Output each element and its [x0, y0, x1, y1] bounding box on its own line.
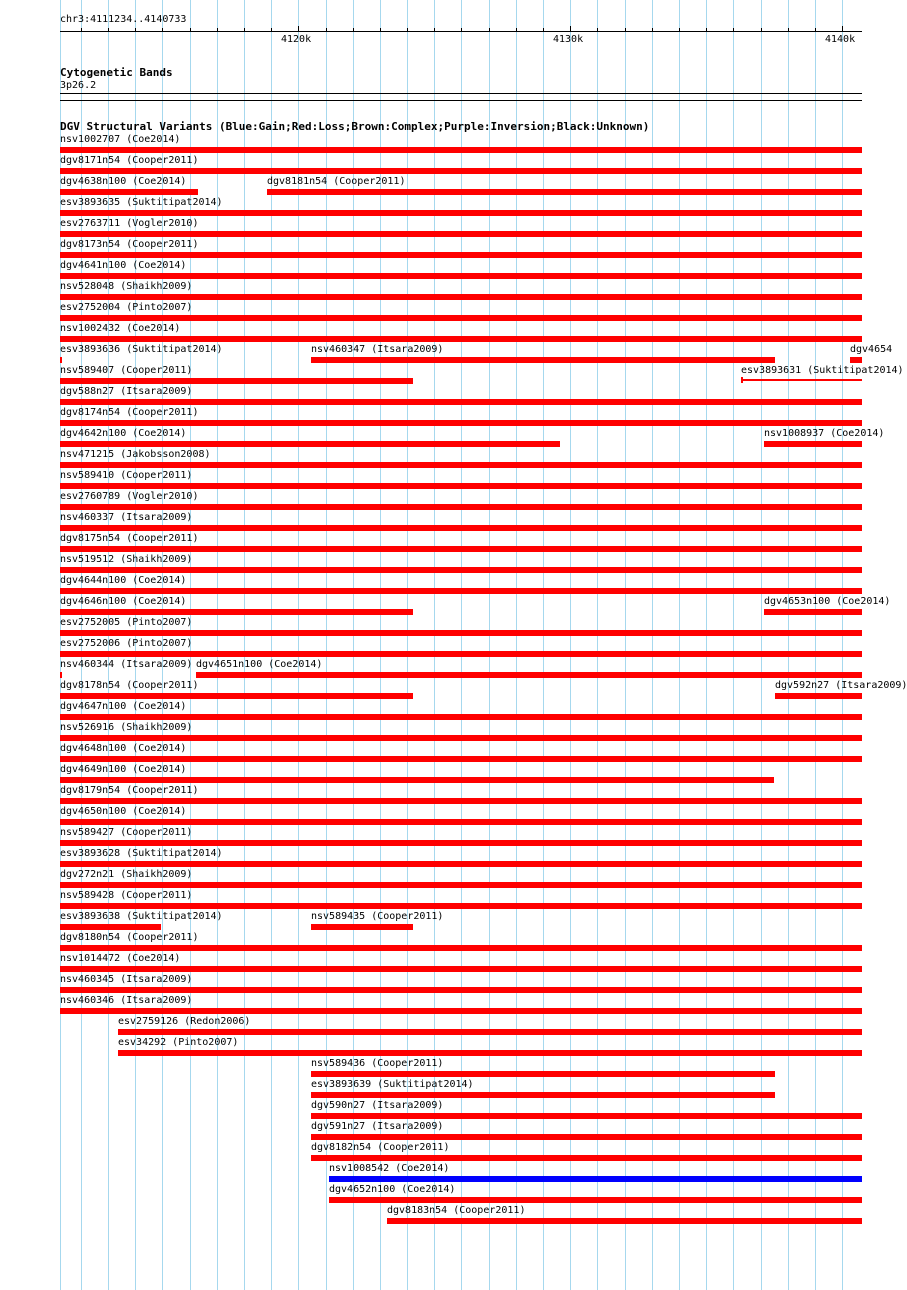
- variant-label[interactable]: esv2763711 (Vogler2010): [60, 218, 199, 229]
- variant-bar[interactable]: [60, 189, 198, 195]
- variant-label[interactable]: dgv8174n54 (Cooper2011): [60, 407, 199, 418]
- ruler-minor-tick: [326, 28, 327, 32]
- variant-label[interactable]: esv2752006 (Pinto2007): [60, 638, 193, 649]
- ruler-minor-tick: [788, 28, 789, 32]
- variant-label[interactable]: dgv590n27 (Itsara2009): [311, 1100, 444, 1111]
- variant-bar[interactable]: [387, 1218, 862, 1224]
- ruler-major-tick: [298, 26, 299, 32]
- variant-bar[interactable]: [60, 1008, 862, 1014]
- variant-label[interactable]: dgv8171n54 (Cooper2011): [60, 155, 199, 166]
- variant-bar[interactable]: [267, 189, 862, 195]
- variant-label[interactable]: dgv8180n54 (Cooper2011): [60, 932, 199, 943]
- ruler-minor-tick: [652, 28, 653, 32]
- variant-label[interactable]: esv3893636 (Suktitipat2014): [60, 344, 223, 355]
- variant-label[interactable]: nsv1008542 (Coe2014): [329, 1163, 450, 1174]
- variant-label[interactable]: esv34292 (Pinto2007): [118, 1037, 239, 1048]
- variant-label[interactable]: dgv4642n100 (Coe2014): [60, 428, 187, 439]
- variant-bar[interactable]: [60, 462, 862, 468]
- variant-label[interactable]: nsv589410 (Cooper2011): [60, 470, 193, 481]
- ruler-minor-tick: [108, 28, 109, 32]
- ruler-minor-tick: [706, 28, 707, 32]
- location-label: chr3:4111234..4140733: [60, 14, 187, 25]
- variant-bar[interactable]: [60, 252, 862, 258]
- variant-label[interactable]: dgv4652n100 (Coe2014): [329, 1184, 456, 1195]
- ruler-minor-tick: [761, 28, 762, 32]
- variant-bar[interactable]: [764, 441, 862, 447]
- variant-label[interactable]: nsv1008937 (Coe2014): [764, 428, 885, 439]
- variant-bar[interactable]: [60, 399, 862, 405]
- variant-bar[interactable]: [60, 420, 862, 426]
- variant-bar[interactable]: [60, 294, 862, 300]
- variant-label[interactable]: dgv588n27 (Itsara2009): [60, 386, 193, 397]
- variant-bar[interactable]: [60, 861, 862, 867]
- ruler-minor-tick: [162, 28, 163, 32]
- variant-bar[interactable]: [60, 315, 862, 321]
- variant-label[interactable]: esv3893638 (Suktitipat2014): [60, 911, 223, 922]
- ruler-tick-label: 4120k: [281, 34, 312, 45]
- variant-bar[interactable]: [60, 882, 862, 888]
- variant-label[interactable]: dgv4644n100 (Coe2014): [60, 575, 187, 586]
- ruler-major-tick: [842, 26, 843, 32]
- variant-bar[interactable]: [60, 567, 862, 573]
- dgv-track-title[interactable]: DGV Structural Variants (Blue:Gain;Red:Loss;Brown:Complex;Purple:Inversion;Black:Unknown): [60, 120, 650, 133]
- variant-label[interactable]: nsv460347 (Itsara2009): [311, 344, 444, 355]
- variant-bar[interactable]: [60, 840, 862, 846]
- variant-label[interactable]: nsv589427 (Cooper2011): [60, 827, 193, 838]
- variant-bar[interactable]: [60, 336, 862, 342]
- ruler-minor-tick: [597, 28, 598, 32]
- variant-label[interactable]: dgv4638n100 (Coe2014): [60, 176, 187, 187]
- variant-label[interactable]: nsv519512 (Shaikh2009): [60, 554, 193, 565]
- ruler-minor-tick: [489, 28, 490, 32]
- variant-bar[interactable]: [60, 819, 862, 825]
- variant-bar[interactable]: [60, 903, 862, 909]
- variant-bar[interactable]: [118, 1050, 862, 1056]
- variant-bar[interactable]: [60, 210, 862, 216]
- variant-bar[interactable]: [60, 504, 862, 510]
- variant-label[interactable]: esv2759126 (Redon2006): [118, 1016, 251, 1027]
- ruler-minor-tick: [353, 28, 354, 32]
- variant-label[interactable]: nsv460344 (Itsara2009): [60, 659, 193, 670]
- variant-label[interactable]: esv3893639 (Suktitipat2014): [311, 1079, 474, 1090]
- variant-label[interactable]: dgv8175n54 (Cooper2011): [60, 533, 199, 544]
- variant-bar[interactable]: [60, 777, 774, 783]
- variant-bar[interactable]: [60, 651, 862, 657]
- variant-bar[interactable]: [60, 630, 862, 636]
- ruler-tick-label: 4140k: [825, 34, 856, 45]
- variant-bar[interactable]: [60, 609, 413, 615]
- cytoband-track-title[interactable]: Cytogenetic Bands: [60, 66, 173, 79]
- variant-label[interactable]: dgv8178n54 (Cooper2011): [60, 680, 199, 691]
- variant-bar[interactable]: [60, 693, 413, 699]
- variant-bar[interactable]: [60, 546, 862, 552]
- ruler-minor-tick: [135, 28, 136, 32]
- variant-label[interactable]: dgv592n27 (Itsara2009): [775, 680, 907, 691]
- variant-bar[interactable]: [311, 1071, 775, 1077]
- ruler-minor-tick: [543, 28, 544, 32]
- variant-bar[interactable]: [311, 357, 775, 363]
- variant-bar[interactable]: [329, 1176, 862, 1182]
- variant-label[interactable]: dgv4654: [850, 344, 893, 355]
- variant-bar[interactable]: [329, 1197, 862, 1203]
- variant-bar[interactable]: [60, 945, 862, 951]
- variant-bar[interactable]: [60, 147, 862, 153]
- variant-bar[interactable]: [60, 168, 862, 174]
- variant-bar[interactable]: [311, 1092, 775, 1098]
- variant-label[interactable]: dgv8173n54 (Cooper2011): [60, 239, 199, 250]
- variant-label[interactable]: dgv4651n100 (Coe2014): [196, 659, 323, 670]
- variant-bar[interactable]: [60, 987, 862, 993]
- variant-label[interactable]: dgv591n27 (Itsara2009): [311, 1121, 444, 1132]
- ruler-minor-tick: [815, 28, 816, 32]
- cytoband-bar-top: [60, 93, 862, 94]
- variant-label[interactable]: nsv471215 (Jakobsson2008): [60, 449, 211, 460]
- variant-label[interactable]: dgv4650n100 (Coe2014): [60, 806, 187, 817]
- ruler-minor-tick: [733, 28, 734, 32]
- ruler-minor-tick: [271, 28, 272, 32]
- variant-label[interactable]: nsv589435 (Cooper2011): [311, 911, 444, 922]
- ruler-minor-tick: [516, 28, 517, 32]
- ruler-minor-tick: [190, 28, 191, 32]
- variant-bar[interactable]: [60, 714, 862, 720]
- variant-bar-cap: [741, 377, 743, 383]
- variant-bar[interactable]: [311, 924, 413, 930]
- grid-line: [244, 0, 245, 1290]
- variant-label[interactable]: dgv8181n54 (Cooper2011): [267, 176, 406, 187]
- variant-bar[interactable]: [311, 1113, 862, 1119]
- variant-label[interactable]: dgv272n21 (Shaikh2009): [60, 869, 193, 880]
- ruler-major-tick: [570, 26, 571, 32]
- variant-label[interactable]: nsv460345 (Itsara2009): [60, 974, 193, 985]
- variant-bar[interactable]: [60, 378, 413, 384]
- variant-bar[interactable]: [60, 441, 560, 447]
- cytoband-label: 3p26.2: [60, 80, 97, 91]
- grid-line: [217, 0, 218, 1290]
- variant-bar[interactable]: [60, 756, 862, 762]
- ruler-tick-label: 4130k: [553, 34, 584, 45]
- variant-label[interactable]: nsv460346 (Itsara2009): [60, 995, 193, 1006]
- variant-label[interactable]: dgv4647n100 (Coe2014): [60, 701, 187, 712]
- variant-bar[interactable]: [60, 966, 862, 972]
- variant-label[interactable]: nsv589436 (Cooper2011): [311, 1058, 444, 1069]
- ruler-minor-tick: [380, 28, 381, 32]
- ruler-minor-tick: [81, 28, 82, 32]
- ruler-minor-tick: [407, 28, 408, 32]
- variant-bar[interactable]: [60, 798, 862, 804]
- variant-label[interactable]: nsv589407 (Cooper2011): [60, 365, 193, 376]
- variant-label[interactable]: dgv4653n100 (Coe2014): [764, 596, 891, 607]
- variant-label[interactable]: nsv589428 (Cooper2011): [60, 890, 193, 901]
- ruler-minor-tick: [434, 28, 435, 32]
- variant-bar[interactable]: [311, 1155, 862, 1161]
- variant-label[interactable]: dgv4646n100 (Coe2014): [60, 596, 187, 607]
- variant-bar[interactable]: [196, 672, 862, 678]
- variant-bar[interactable]: [60, 483, 862, 489]
- ruler-minor-tick: [679, 28, 680, 32]
- variant-label[interactable]: dgv4648n100 (Coe2014): [60, 743, 187, 754]
- cytoband-bar-bottom: [60, 100, 862, 101]
- variant-label[interactable]: esv3893628 (Suktitipat2014): [60, 848, 223, 859]
- variant-bar[interactable]: [60, 735, 862, 741]
- variant-label[interactable]: dgv4641n100 (Coe2014): [60, 260, 187, 271]
- variant-bar[interactable]: [60, 672, 62, 678]
- variant-label[interactable]: nsv526916 (Shaikh2009): [60, 722, 193, 733]
- variant-bar[interactable]: [775, 693, 862, 699]
- variant-label[interactable]: nsv528048 (Shaikh2009): [60, 281, 193, 292]
- variant-label[interactable]: dgv8182n54 (Cooper2011): [311, 1142, 450, 1153]
- ruler-minor-tick: [244, 28, 245, 32]
- variant-label[interactable]: nsv1002432 (Coe2014): [60, 323, 181, 334]
- variant-label[interactable]: nsv1014472 (Coe2014): [60, 953, 181, 964]
- ruler-minor-tick: [217, 28, 218, 32]
- variant-label[interactable]: esv2752004 (Pinto2007): [60, 302, 193, 313]
- variant-bar[interactable]: [60, 357, 62, 363]
- variant-label[interactable]: esv2760789 (Vogler2010): [60, 491, 199, 502]
- variant-bar[interactable]: [60, 231, 862, 237]
- variant-bar[interactable]: [60, 924, 161, 930]
- variant-label[interactable]: nsv1002707 (Coe2014): [60, 134, 181, 145]
- variant-label[interactable]: esv3893635 (Suktitipat2014): [60, 197, 223, 208]
- variant-label[interactable]: dgv8179n54 (Cooper2011): [60, 785, 199, 796]
- variant-bar[interactable]: [311, 1134, 862, 1140]
- variant-label[interactable]: esv3893631 (Suktitipat2014): [741, 365, 904, 376]
- variant-label[interactable]: esv2752005 (Pinto2007): [60, 617, 193, 628]
- variant-bar[interactable]: [60, 273, 862, 279]
- variant-label[interactable]: nsv460337 (Itsara2009): [60, 512, 193, 523]
- variant-bar[interactable]: [764, 609, 862, 615]
- variant-bar[interactable]: [741, 379, 862, 381]
- variant-bar[interactable]: [850, 357, 862, 363]
- ruler-minor-tick: [625, 28, 626, 32]
- variant-label[interactable]: dgv4649n100 (Coe2014): [60, 764, 187, 775]
- variant-bar[interactable]: [60, 525, 862, 531]
- variant-bar[interactable]: [118, 1029, 862, 1035]
- variant-bar[interactable]: [60, 588, 862, 594]
- variant-label[interactable]: dgv8183n54 (Cooper2011): [387, 1205, 526, 1216]
- ruler-minor-tick: [461, 28, 462, 32]
